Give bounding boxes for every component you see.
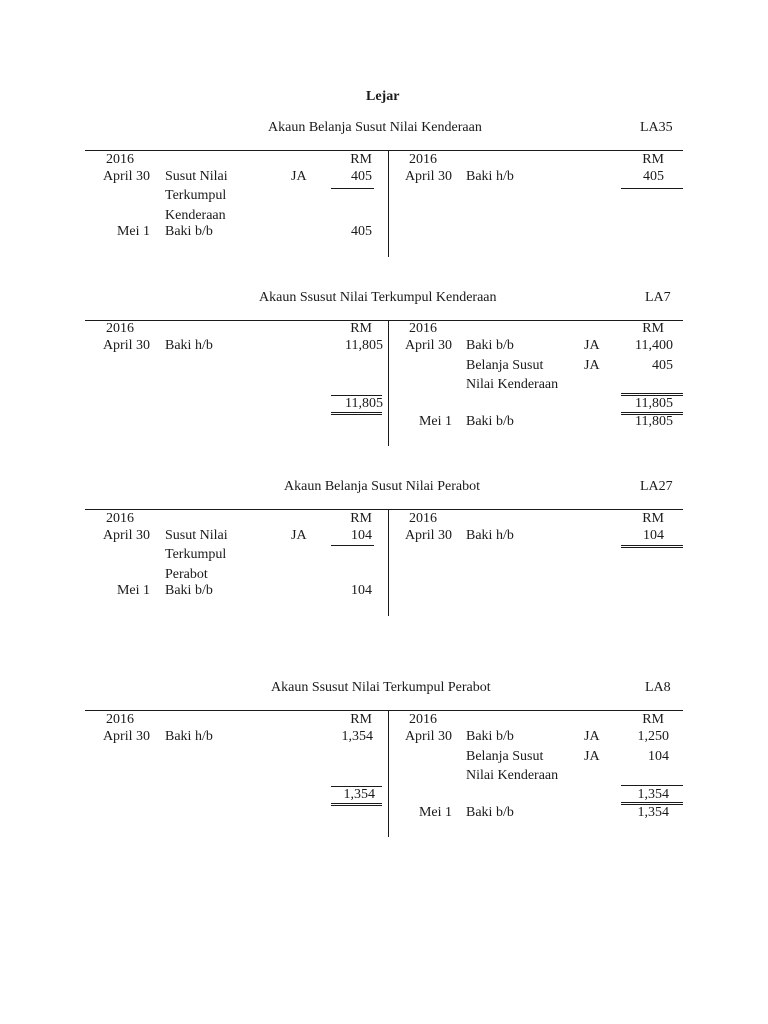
debit-description: Terkumpul	[165, 547, 227, 562]
debit-rm-header: RM	[350, 511, 372, 526]
credit-description: Baki b/b	[466, 729, 514, 744]
credit-total: 1,354	[637, 787, 669, 802]
account-title: Akaun Belanja Susut Nilai Perabot	[284, 479, 480, 494]
debit-amount: 405	[351, 169, 372, 184]
debit-amount: 104	[351, 528, 372, 543]
account-code: LA7	[645, 290, 671, 305]
credit-amount: 104	[643, 528, 664, 543]
credit-amount: 1,250	[637, 729, 669, 744]
debit-year: 2016	[106, 511, 134, 526]
credit-amount: 405	[652, 358, 673, 373]
debit-amount: 405	[351, 224, 372, 239]
credit-rm-header: RM	[642, 511, 664, 526]
debit-description: Baki h/b	[165, 338, 213, 353]
double-underline	[621, 393, 683, 394]
debit-total: 1,354	[343, 787, 375, 802]
debit-amount: 11,805	[345, 338, 383, 353]
credit-description: Baki b/b	[466, 338, 514, 353]
credit-description: Nilai Kenderaan	[466, 377, 559, 392]
debit-date: April 30	[102, 169, 150, 184]
debit-description: Baki h/b	[165, 729, 213, 744]
account-code: LA8	[645, 680, 671, 695]
total-line	[331, 545, 374, 546]
credit-year: 2016	[409, 511, 437, 526]
credit-rm-header: RM	[642, 152, 664, 167]
total-line	[621, 785, 683, 786]
credit-date: April 30	[404, 729, 452, 744]
debit-year: 2016	[106, 152, 134, 167]
double-underline	[621, 802, 683, 803]
credit-date: Mei 1	[418, 414, 452, 429]
credit-folio: JA	[584, 338, 600, 353]
credit-folio: JA	[584, 749, 600, 764]
debit-amount: 104	[351, 583, 372, 598]
credit-folio: JA	[584, 729, 600, 744]
debit-date: April 30	[102, 528, 150, 543]
credit-amount: 405	[643, 169, 664, 184]
credit-description: Baki b/b	[466, 805, 514, 820]
debit-description: Baki b/b	[165, 224, 213, 239]
ledger-top-line	[85, 509, 683, 510]
credit-date: April 30	[404, 528, 452, 543]
debit-date: April 30	[102, 729, 150, 744]
debit-folio: JA	[291, 528, 307, 543]
double-underline	[331, 412, 382, 413]
debit-rm-header: RM	[350, 152, 372, 167]
credit-date: Mei 1	[418, 805, 452, 820]
account-title: Akaun Ssusut Nilai Terkumpul Perabot	[271, 680, 491, 695]
debit-description: Kenderaan	[165, 208, 226, 223]
credit-year: 2016	[409, 152, 437, 167]
debit-folio: JA	[291, 169, 307, 184]
debit-description: Susut Nilai	[165, 528, 228, 543]
credit-rm-header: RM	[642, 321, 664, 336]
total-line	[331, 188, 374, 189]
debit-date: Mei 1	[116, 224, 150, 239]
ledger-top-line	[85, 710, 683, 711]
credit-date: April 30	[404, 169, 452, 184]
double-underline	[331, 803, 382, 804]
credit-amount: 104	[648, 749, 669, 764]
account-code: LA35	[640, 120, 673, 135]
credit-amount: 1,354	[637, 805, 669, 820]
total-line	[621, 188, 683, 189]
credit-amount: 11,805	[635, 414, 673, 429]
account-title: Akaun Belanja Susut Nilai Kenderaan	[268, 120, 482, 135]
debit-amount: 1,354	[341, 729, 373, 744]
debit-description: Susut Nilai	[165, 169, 228, 184]
page-title: Lejar	[366, 89, 400, 104]
credit-year: 2016	[409, 712, 437, 727]
double-underline	[621, 545, 683, 546]
credit-description: Belanja Susut	[466, 358, 544, 373]
credit-description: Nilai Kenderaan	[466, 768, 559, 783]
ledger-top-line	[85, 320, 683, 321]
credit-total: 11,805	[635, 396, 673, 411]
debit-description: Terkumpul	[165, 188, 227, 203]
credit-rm-header: RM	[642, 712, 664, 727]
debit-description: Perabot	[165, 567, 208, 582]
debit-rm-header: RM	[350, 712, 372, 727]
credit-folio: JA	[584, 358, 600, 373]
ledger-divider	[388, 509, 389, 616]
credit-description: Baki h/b	[466, 528, 514, 543]
double-underline	[331, 805, 382, 806]
debit-total: 11,805	[345, 396, 383, 411]
account-code: LA27	[640, 479, 673, 494]
credit-date: April 30	[404, 338, 452, 353]
ledger-divider	[388, 150, 389, 257]
credit-description: Belanja Susut	[466, 749, 544, 764]
debit-description: Baki b/b	[165, 583, 213, 598]
double-underline	[331, 414, 382, 415]
debit-date: Mei 1	[116, 583, 150, 598]
credit-description: Baki h/b	[466, 169, 514, 184]
credit-year: 2016	[409, 321, 437, 336]
debit-year: 2016	[106, 712, 134, 727]
credit-amount: 11,400	[635, 338, 673, 353]
ledger-top-line	[85, 150, 683, 151]
double-underline	[621, 412, 683, 413]
account-title: Akaun Ssusut Nilai Terkumpul Kenderaan	[259, 290, 497, 305]
double-underline	[621, 547, 683, 548]
debit-year: 2016	[106, 321, 134, 336]
debit-rm-header: RM	[350, 321, 372, 336]
debit-date: April 30	[102, 338, 150, 353]
credit-description: Baki b/b	[466, 414, 514, 429]
